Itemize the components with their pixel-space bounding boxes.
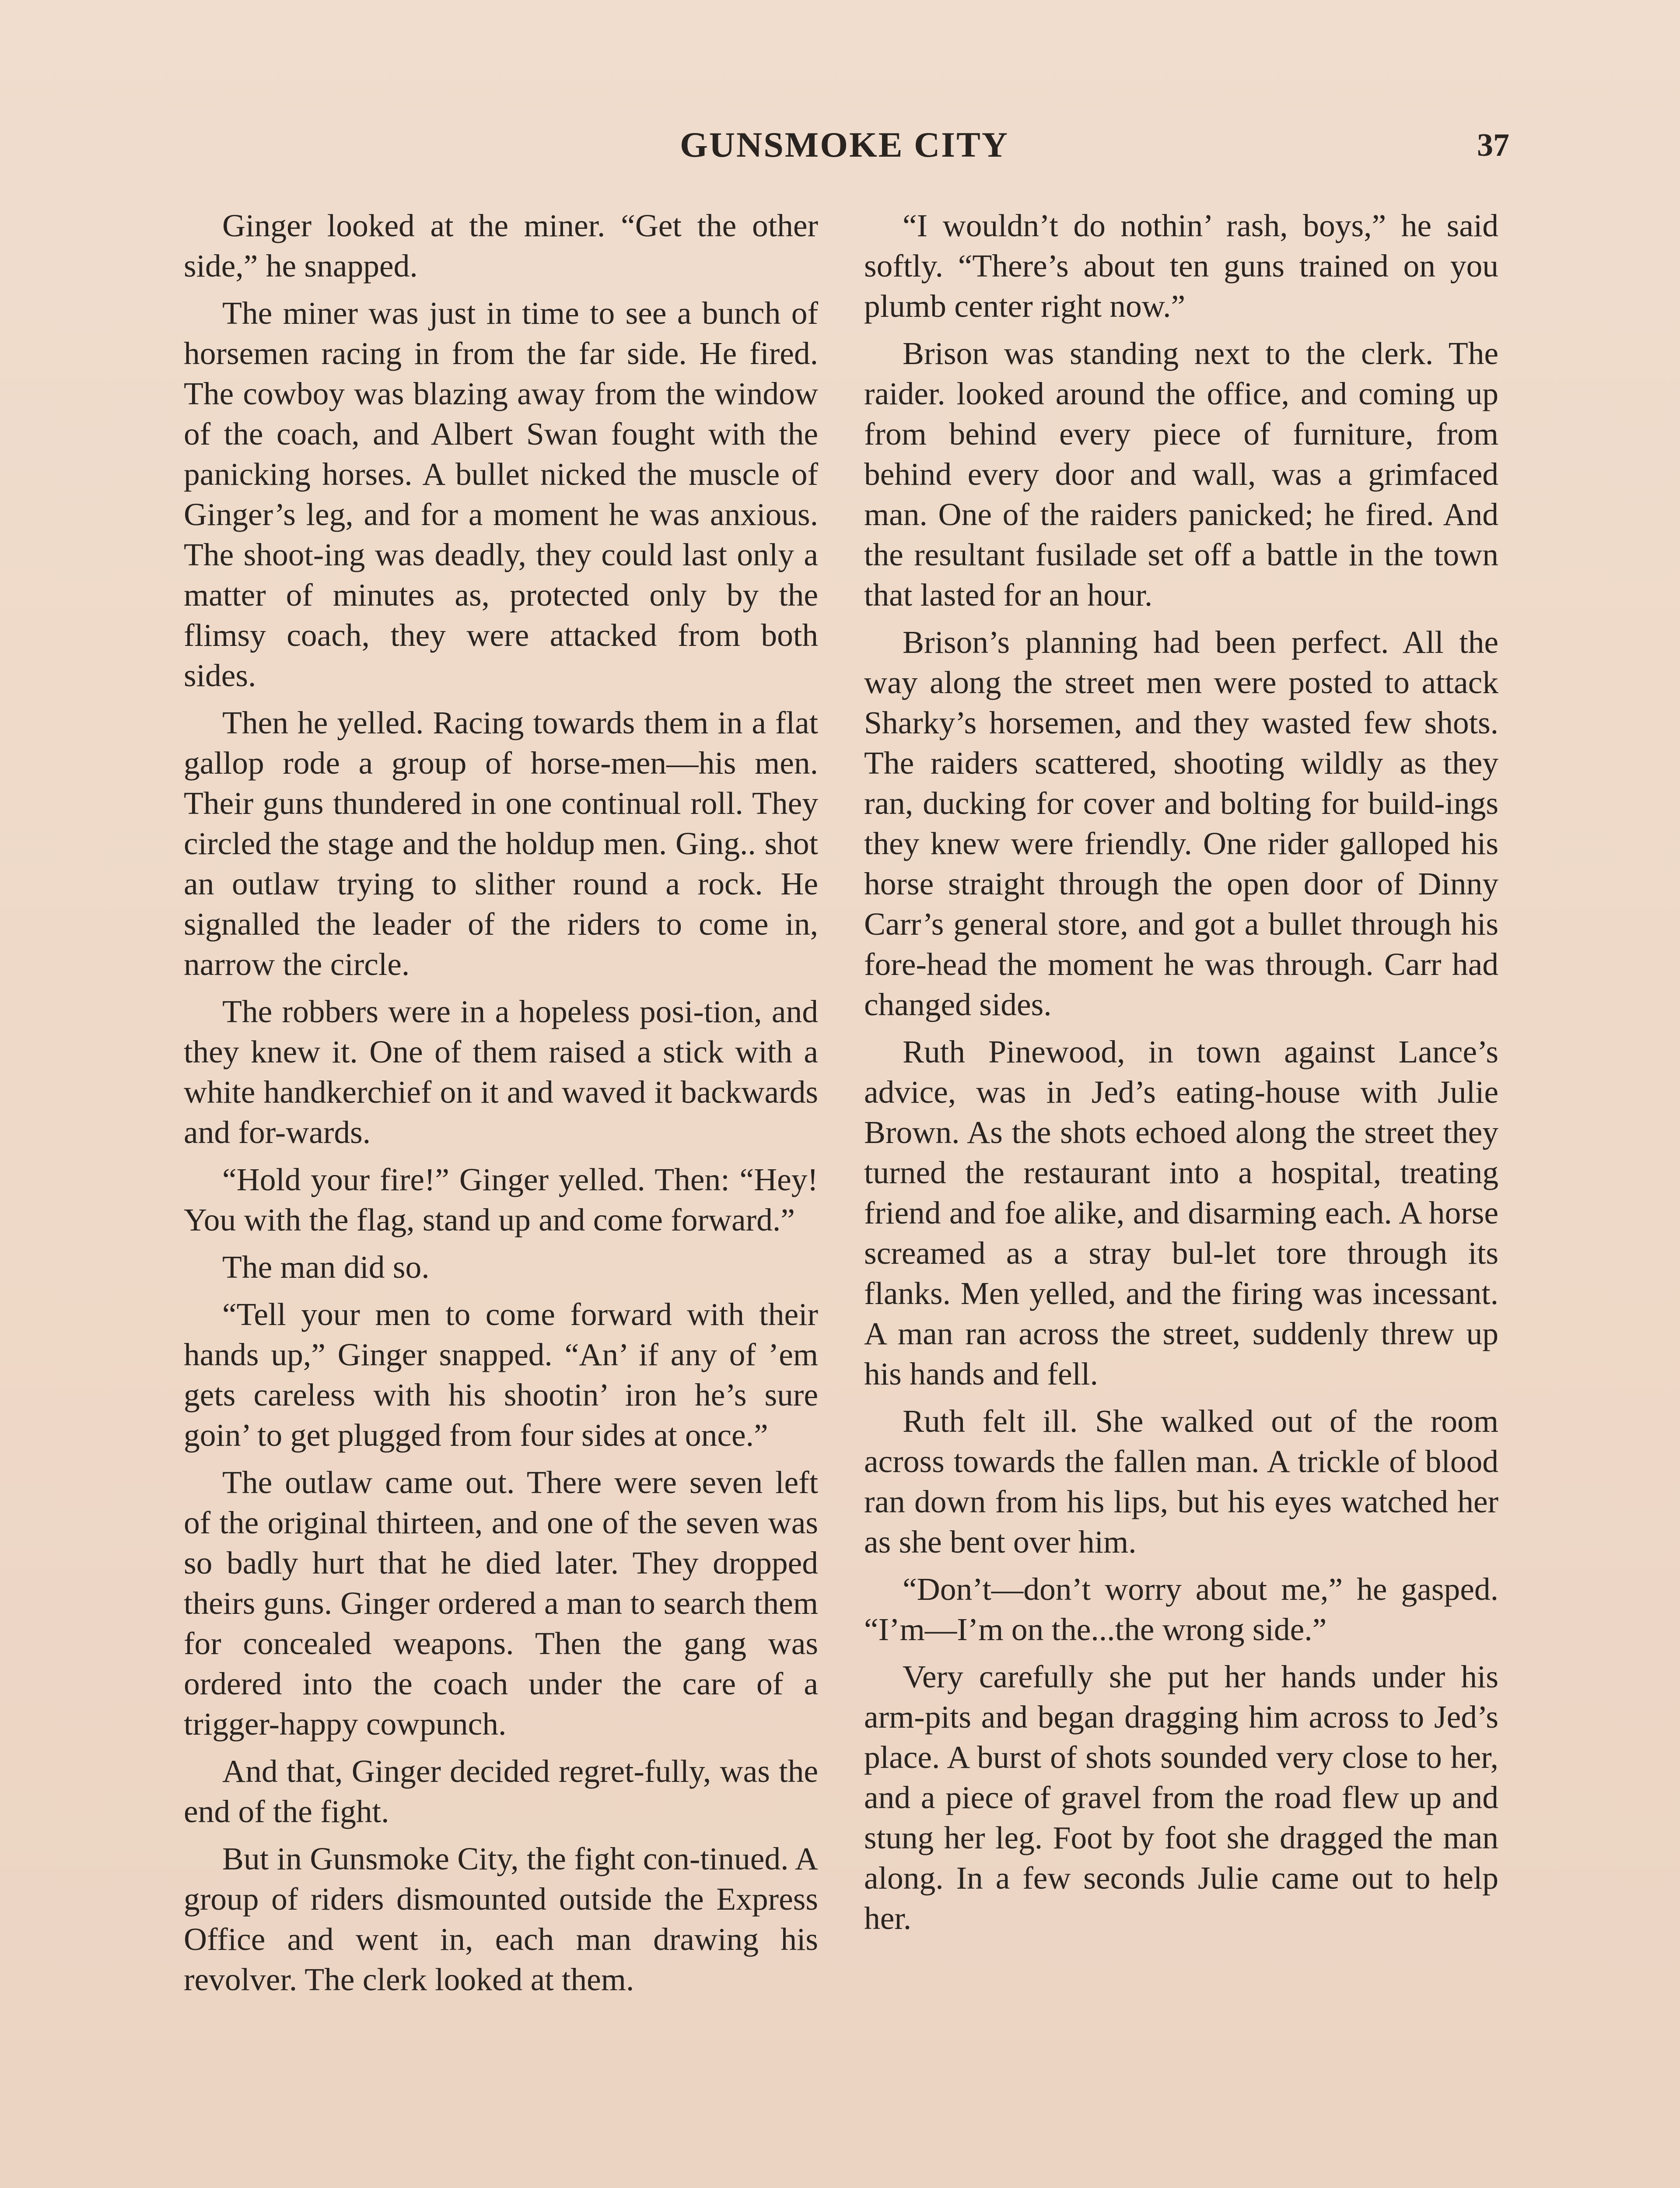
paragraph: Brison was standing next to the clerk. The raider. looked around the office, and coming up from behind every piece of furniture, from behind every door and wall, was a grimfaced man. One of the raiders panicked; he fired. And the resultant fusilade set off a battle in the town that lasted for an hour. <box>864 336 1498 613</box>
paragraph: The outlaw came out. There were seven left of the original thirteen, and one of the seven was so badly hurt that he died later. They dropped theirs guns. Ginger ordered a man to search them for concealed weapons. Then the gang was ordered into the coach under the care of a trigger-happy cowpunch. <box>184 1465 818 1742</box>
paragraph: “Hold your fire!” Ginger yelled. Then: “Hey! You with the flag, stand up and come forward.” <box>184 1162 818 1238</box>
paragraph: The man did so. <box>222 1249 430 1285</box>
paragraph: “Tell your men to come forward with their hands up,” Ginger snapped. “An’ if any of ’em gets careless with his shootin’ iron he’s sure goin’ to get plugged from four sides at once.” <box>184 1297 818 1453</box>
paragraph: “I wouldn’t do nothin’ rash, boys,” he said softly. “There’s about ten guns trained on you plumb center right now.” <box>864 208 1498 324</box>
paragraph: “Don’t—don’t worry about me,” he gasped. “I’m—I’m on the...the wrong side.” <box>864 1571 1498 1647</box>
right-text-column <box>864 206 1498 1946</box>
paragraph: Brison’s planning had been perfect. All the way along the street men were posted to attack Sharky’s horsemen, and they wasted few shots. The raiders scattered, shooting wildly as they ran, ducking for cover and bolting for build-ings they knew were friendly. One rider galloped his horse straight through the open door of Dinny Carr’s general store, and got a bullet through his fore-head the moment he was through. Carr had changed sides. <box>864 624 1498 1022</box>
page-number: 37 <box>1477 127 1509 163</box>
running-header-title: GUNSMOKE CITY <box>679 125 1009 165</box>
paragraph: But in Gunsmoke City, the fight con-tinued. A group of riders dismounted outside the Express Office and went in, each man drawing his revolver. The clerk looked at them. <box>184 1841 818 1997</box>
paragraph: The miner was just in time to see a bunch of horsemen racing in from the far side. He fired. The cowboy was blazing away from the window of the coach, and Albert Swan fought with the panicking horses. A bullet nicked the muscle of Ginger’s leg, and for a moment he was anxious. The shoot-ing was deadly, they could last only a matter of minutes as, protected only by the flimsy coach, they were attacked from both sides. <box>184 295 818 693</box>
paragraph: The robbers were in a hopeless posi-tion, and they knew it. One of them raised a stick with a white handkerchief on it and waved it backwards and for-wards. <box>184 994 818 1150</box>
paragraph: Very carefully she put her hands under his arm-pits and began dragging him across to Jed’s place. A burst of shots sounded very close to her, and a piece of gravel from the road flew up and stung her leg. Foot by foot she dragged the man along. In a few seconds Julie came out to help her. <box>864 1659 1498 1936</box>
paragraph: Ginger looked at the miner. “Get the other side,” he snapped. <box>184 208 818 284</box>
paragraph: Ruth Pinewood, in town against Lance’s advice, was in Jed’s eating-house with Julie Brown. As the shots echoed along the street they turned the restaurant into a hospital, treating friend and foe alike, and disarming each. A horse screamed as a stray bul-let tore through its flanks. Men yelled, and the firing was incessant. A man ran across the street, suddenly threw up his hands and fell. <box>864 1034 1498 1392</box>
paragraph: Ruth felt ill. She walked out of the room across towards the fallen man. A trickle of blood ran down from his lips, but his eyes watched her as she bent over him. <box>864 1403 1498 1560</box>
paragraph: Then he yelled. Racing towards them in a flat gallop rode a group of horse-men—his men. Their guns thundered in one continual roll. They circled the stage and the holdup men. Ging.. shot an outlaw trying to slither round a rock. He signalled the leader of the riders to come in, narrow the circle. <box>184 705 818 982</box>
paragraph: And that, Ginger decided regret-fully, was the end of the fight. <box>184 1753 818 1829</box>
left-text-column <box>184 206 818 2007</box>
